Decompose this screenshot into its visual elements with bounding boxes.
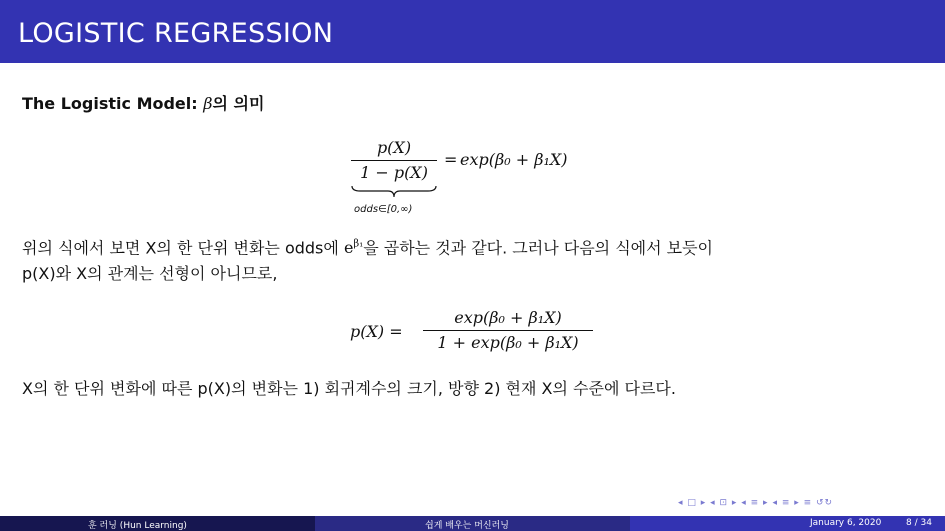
prob-fraction xyxy=(422,308,594,355)
prob-lhs: p(X) = xyxy=(350,322,403,341)
footer-author: 훈 러닝 (Hun Learning) xyxy=(88,521,187,531)
heading-beta: β xyxy=(203,94,213,113)
paragraph-line-2: p(X)와 X의 관계는 선형이 아니므로, xyxy=(22,264,278,284)
footer-author-section xyxy=(0,516,315,531)
para1-text-a: 위의 식에서 보면 X의 한 단위 변화는 odds에 xyxy=(22,238,339,258)
section-heading xyxy=(22,91,264,114)
footer-date-section xyxy=(630,516,945,531)
slide-title: LOGISTIC REGRESSION xyxy=(18,18,334,49)
prob-numerator: exp(β₀ + β₁X) xyxy=(454,308,562,327)
underbrace-label: odds∈[0,∞) xyxy=(354,204,413,215)
exp-term xyxy=(344,238,363,257)
prob-denominator: 1 + exp(β₀ + β₁X) xyxy=(437,333,579,352)
footer-course: 쉽게 배우는 머신러닝 xyxy=(425,521,509,531)
underbrace xyxy=(350,185,438,199)
odds-denominator: 1 − p(X) xyxy=(360,163,428,182)
beamer-navigation[interactable]: ◂ □ ▸ ◂ ⊡ ▸ ◂ ≡ ▸ ◂ ≡ ▸ ≡ ↺↻ xyxy=(678,498,834,508)
odds-numerator: p(X) xyxy=(376,138,412,157)
exp-superscript: β₁ xyxy=(353,239,364,250)
heading-suffix: 의 의미 xyxy=(212,94,265,113)
paragraph-line-1 xyxy=(22,232,713,261)
exp-base: e xyxy=(343,238,354,258)
para1-text-b: 을 곱하는 것과 같다. 그러나 다음의 식에서 보듯이 xyxy=(363,238,714,258)
odds-equals: = xyxy=(444,150,458,169)
footer-course-section xyxy=(315,516,630,531)
heading-label: The Logistic Model: xyxy=(22,94,198,113)
fraction-bar xyxy=(351,160,437,161)
footer xyxy=(0,516,945,531)
footer-page: 8 / 34 xyxy=(906,518,932,528)
footer-date: January 6, 2020 xyxy=(810,518,882,528)
fraction-bar xyxy=(423,330,593,331)
paragraph-odds xyxy=(22,232,713,287)
paragraph-change: X의 한 단위 변화에 따른 p(X)의 변화는 1) 회귀계수의 크기, 방향 2) 현재 X의 수준에 다르다. xyxy=(22,379,676,398)
odds-rhs: exp(β₀ + β₁X) xyxy=(460,150,568,169)
odds-fraction xyxy=(350,138,438,185)
title-bar xyxy=(0,0,945,63)
